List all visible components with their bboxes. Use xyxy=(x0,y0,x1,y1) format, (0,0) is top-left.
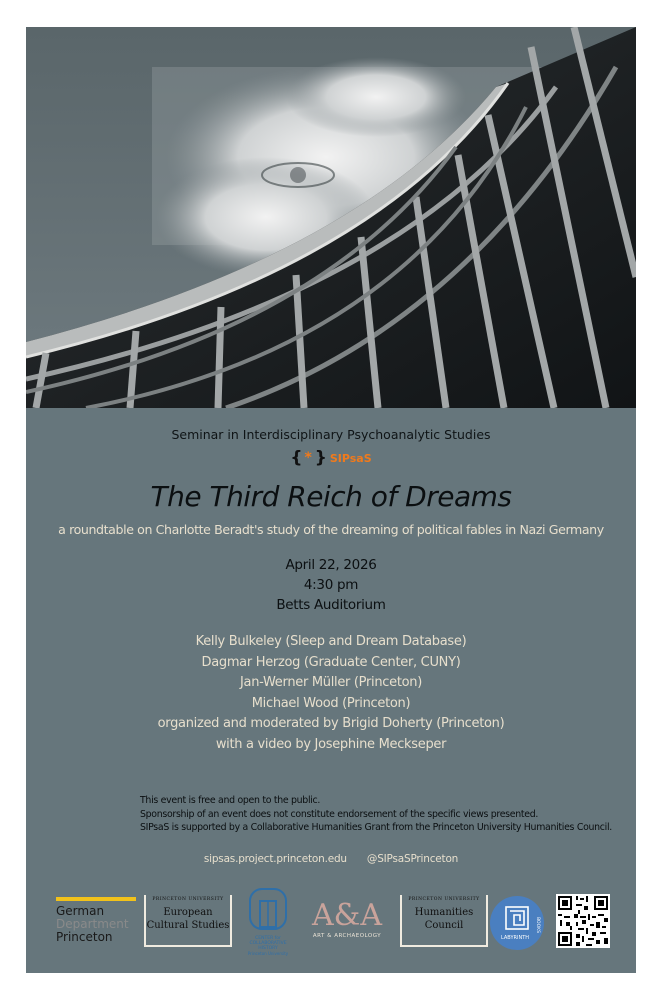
ecs-line: Cultural Studies xyxy=(146,920,230,931)
aa-sub: ART & ARCHAEOLOGY xyxy=(312,933,382,939)
german-department-logo xyxy=(56,897,136,944)
german-logo-line: German xyxy=(56,904,105,918)
organizer-line: organized and moderated by Brigid Doherty (Princeton) xyxy=(157,716,505,731)
logo-left-brace: { xyxy=(290,448,302,468)
speaker-list xyxy=(26,632,636,755)
event-poster xyxy=(26,27,636,973)
aa-mark: A&A xyxy=(311,898,383,933)
cch-line: COLLABORATIVE xyxy=(249,941,287,946)
contact-row xyxy=(26,853,636,865)
event-location: Betts Auditorium xyxy=(276,597,386,613)
german-logo-line: Department xyxy=(56,917,129,931)
logo-right-brace: } xyxy=(314,448,326,468)
labyrinth-books-logo xyxy=(489,895,545,951)
speaker-item: Jan-Werner Müller (Princeton) xyxy=(240,675,422,690)
art-archaeology-logo xyxy=(304,899,390,959)
hum-line: Humanities xyxy=(414,907,474,918)
hum-university: PRINCETON UNIVERSITY xyxy=(408,897,480,902)
humanities-council-logo xyxy=(400,895,488,947)
event-subtitle: a roundtable on Charlotte Beradt's study of the dreaming of political fables in Nazi Germany xyxy=(58,522,604,537)
cch-line: Princeton University xyxy=(247,951,289,956)
event-title: The Third Reich of Dreams xyxy=(150,480,512,513)
center-collaborative-history-logo xyxy=(240,887,296,959)
lab-word: BOOKS xyxy=(535,917,540,933)
ecs-university: PRINCETON UNIVERSITY xyxy=(152,897,224,902)
cch-line: CENTER for xyxy=(255,936,281,941)
speaker-item: Dagmar Herzog (Graduate Center, CUNY) xyxy=(201,654,461,670)
event-details xyxy=(26,555,636,615)
yellow-bar xyxy=(56,897,136,901)
asterisk-icon: * xyxy=(304,450,312,466)
lab-word: LABYRINTH xyxy=(500,935,530,941)
logo-name: SIPsaS xyxy=(329,451,372,465)
social-handle[interactable]: @SIPsaSPrinceton xyxy=(366,853,459,865)
hero-image xyxy=(26,27,636,408)
ecs-line: European xyxy=(163,907,213,918)
fine-print xyxy=(140,794,620,835)
speaker-item: Michael Wood (Princeton) xyxy=(251,695,411,711)
speaker-item: Kelly Bulkeley (Sleep and Dream Database) xyxy=(195,634,467,649)
fine-print-line: This event is free and open to the public. xyxy=(140,795,321,806)
fine-print-line: SIPsaS is supported by a Collaborative Humanities Grant from the Princeton University Humanities Council. xyxy=(140,822,612,833)
sipsas-logo xyxy=(26,448,636,468)
video-credit: with a video by Josephine Meckseper xyxy=(215,736,447,752)
event-date: April 22, 2026 xyxy=(285,557,377,573)
european-cultural-studies-logo xyxy=(144,895,232,947)
fine-print-line: Sponsorship of an event does not constitute endorsement of the specific views presented. xyxy=(140,808,539,820)
cch-line: HISTORY xyxy=(258,946,278,951)
website-link[interactable]: sipsas.project.princeton.edu xyxy=(203,853,347,865)
german-logo-line: Princeton xyxy=(56,930,113,944)
sponsor-logos xyxy=(26,885,636,965)
hum-line: Council xyxy=(424,920,464,931)
qr-code[interactable] xyxy=(556,894,610,948)
series-name: Seminar in Interdisciplinary Psychoanalytic Studies xyxy=(171,427,491,442)
event-time: 4:30 pm xyxy=(303,577,359,593)
